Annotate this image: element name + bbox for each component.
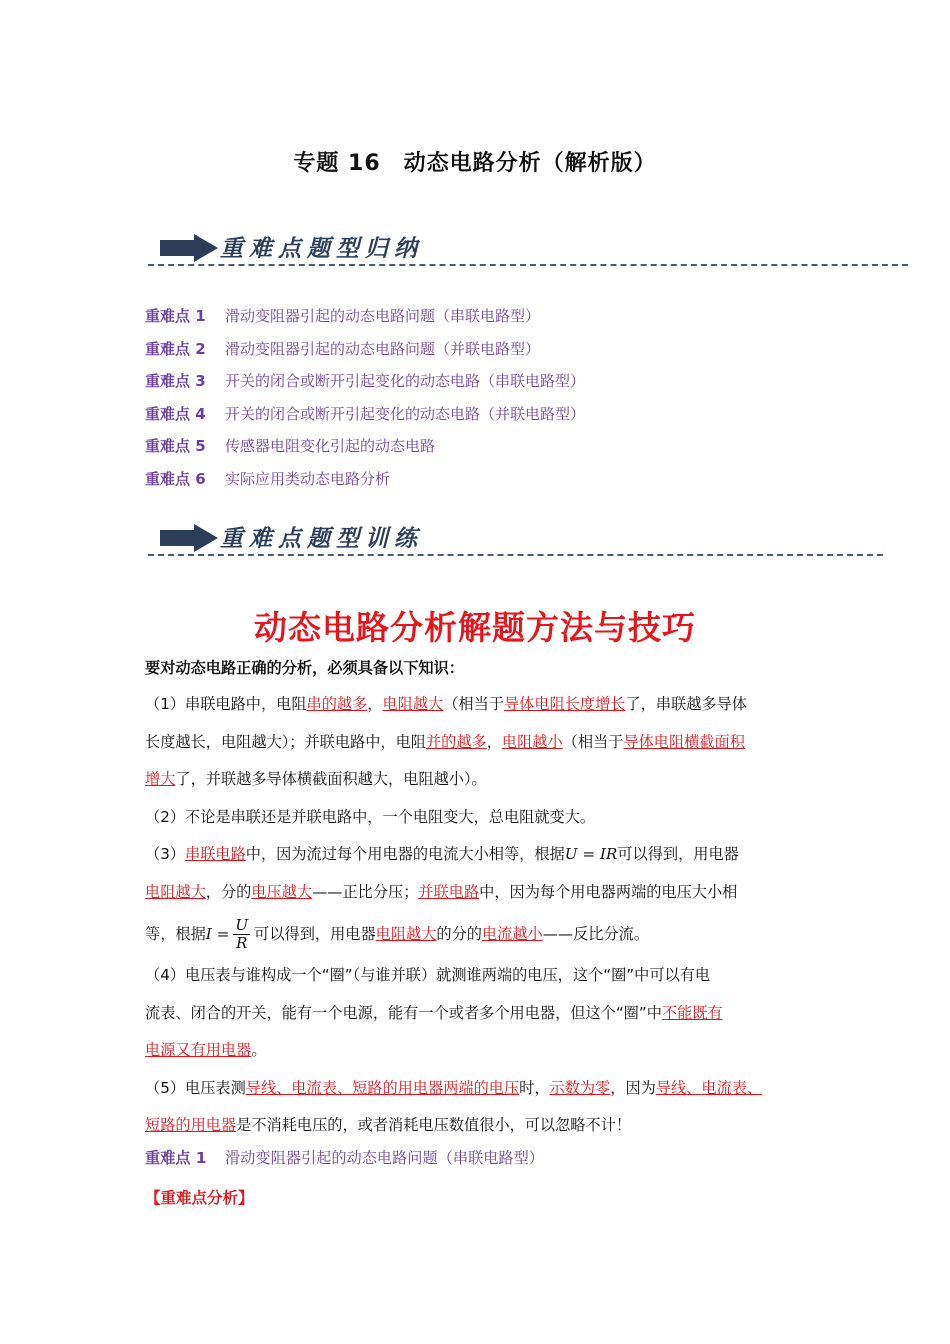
paragraph-1-line-3: 增大了，并联越多导体横截面积越大，电阻越小）。 — [145, 770, 487, 788]
toc-item[interactable] — [145, 333, 585, 366]
toc-item[interactable] — [145, 398, 585, 431]
dashed-divider — [148, 554, 883, 556]
toc-num: 重难点 5 — [145, 437, 206, 456]
paragraph-3-line-3: 等，根据I = $\frac{U}{R}$ 可以得到，用电器电阻越大的分的电流越小——反比分流。 — [145, 916, 649, 952]
paragraph-3-line-2: 电阻越大，分的电压越大——正比分压；并联电路中，因为每个用电器两端的电压大小相 — [145, 882, 738, 901]
toc-item[interactable] — [145, 430, 585, 463]
paragraph-1-line-2: 长度越长，电阻越大）；并联电路中，电阻并的越多，电阻越小（相当于导体电阻横截面积 — [145, 732, 745, 751]
toc-num: 重难点 6 — [145, 469, 206, 488]
toc-text: 实际应用类动态电路分析 — [225, 469, 391, 488]
paragraph-1-line-1: （1）串联电路中，电阻串的越多，电阻越大（相当于导体电阻长度增长了，串联越多导体 — [145, 695, 747, 713]
paragraph-3-line-1: （3）串联电路中，因为流过每个用电器的电流大小相等，根据U = IR可以得到，用电器 — [145, 845, 739, 863]
toc-num: 重难点 2 — [145, 339, 206, 358]
banner-label: 重难点题型训练 — [220, 525, 423, 552]
toc-item[interactable] — [145, 365, 585, 398]
subheading: 重难点 1 滑动变阻器引起的动态电路问题（串联电路型） — [145, 1148, 544, 1167]
section-banner-summary — [148, 228, 908, 268]
toc-num: 重难点 3 — [145, 372, 206, 391]
page-title: 专题 16 动态电路分析（解析版） — [293, 151, 657, 176]
section-title: 动态电路分析解题方法与技巧 — [254, 608, 696, 647]
toc-text: 开关的闭合或断开引起变化的动态电路（串联电路型） — [225, 372, 586, 391]
toc-text: 传感器电阻变化引起的动态电路 — [225, 437, 436, 456]
intro-text: 要对动态电路正确的分析，必须具备以下知识： — [145, 659, 464, 677]
paragraph-2: （2）不论是串联还是并联电路中，一个电阻变大，总电阻就变大。 — [145, 807, 596, 826]
analysis-heading: 【重难点分析】 — [145, 1189, 254, 1207]
paragraph-5-line-1: （5）电压表测导线、电流表、短路的用电器两端的电压时，示数为零，因为导线、电流表、 — [145, 1078, 763, 1097]
toc-text: 滑动变阻器引起的动态电路问题（串联电路型） — [225, 307, 541, 325]
toc-text: 开关的闭合或断开引起变化的动态电路（并联电路型） — [225, 404, 586, 423]
toc-item[interactable] — [145, 300, 585, 333]
toc-num: 重难点 1 — [145, 307, 206, 325]
paragraph-4-line-1: （4）电压表与谁构成一个“圈”（与谁并联）就测谁两端的电压，这个“圈”中可以有电 — [145, 966, 711, 984]
dashed-divider — [148, 264, 908, 266]
toc-list — [145, 300, 585, 496]
toc-num: 重难点 4 — [145, 404, 206, 423]
banner-label: 重难点题型归纳 — [220, 235, 423, 262]
paragraph-5-line-2: 短路的用电器是不消耗电压的，或者消耗电压数值很小，可以忽略不计！ — [145, 1116, 631, 1134]
section-banner-training — [148, 518, 883, 558]
arrow-icon — [160, 234, 218, 262]
formula-ohm: U = IR — [564, 845, 618, 863]
formula-fraction: $\frac{U}{R}$ — [235, 916, 249, 952]
toc-item[interactable] — [145, 463, 585, 496]
toc-text: 滑动变阻器引起的动态电路问题（并联电路型） — [225, 339, 541, 358]
arrow-icon — [160, 524, 218, 552]
content-body — [145, 650, 815, 1171]
paragraph-4-line-2: 流表、闭合的开关，能有一个电源，能有一个或者多个用电器，但这个“圈”中不能既有 — [145, 1003, 723, 1022]
paragraph-4-line-3: 电源又有用电器。 — [145, 1041, 267, 1059]
